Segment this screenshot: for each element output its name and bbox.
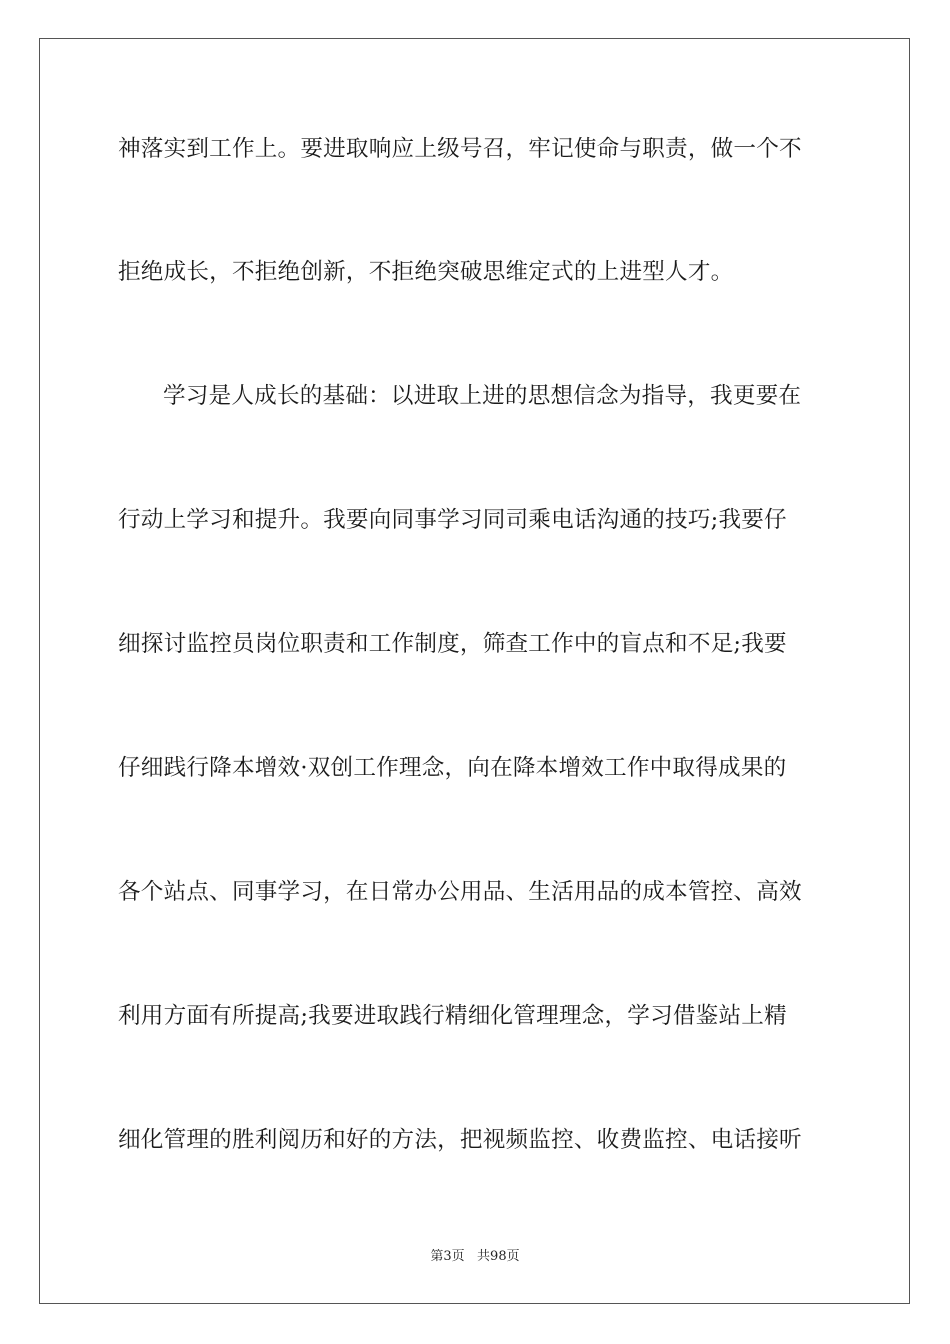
text-line: 细探讨监控员岗位职责和工作制度，筛查工作中的盲点和不足;我要	[118, 631, 787, 657]
text-line: 行动上学习和提升。我要向同事学习同司乘电话沟通的技巧;我要仔	[118, 507, 787, 533]
text-line: 神落实到工作上。要进取响应上级号召，牢记使命与职责，做一个不	[118, 136, 802, 162]
text-line: 各个站点、同事学习，在日常办公用品、生活用品的成本管控、高效	[118, 879, 802, 905]
paragraph-first-line: 学习是人成长的基础：以进取上进的思想信念为指导，我更要在	[163, 383, 802, 409]
text-line: 利用方面有所提高;我要进取践行精细化管理理念，学习借鉴站上精	[118, 1003, 787, 1029]
text-line: 仔细践行降本增效·双创工作理念，向在降本增效工作中取得成果的	[118, 755, 787, 781]
page-border	[39, 38, 910, 1304]
text-line: 细化管理的胜利阅历和好的方法，把视频监控、收费监控、电话接听	[118, 1127, 802, 1153]
text-line: 拒绝成长，不拒绝创新，不拒绝突破思维定式的上进型人才。	[118, 259, 734, 285]
page-number: 第3页 共98页	[430, 1249, 520, 1264]
